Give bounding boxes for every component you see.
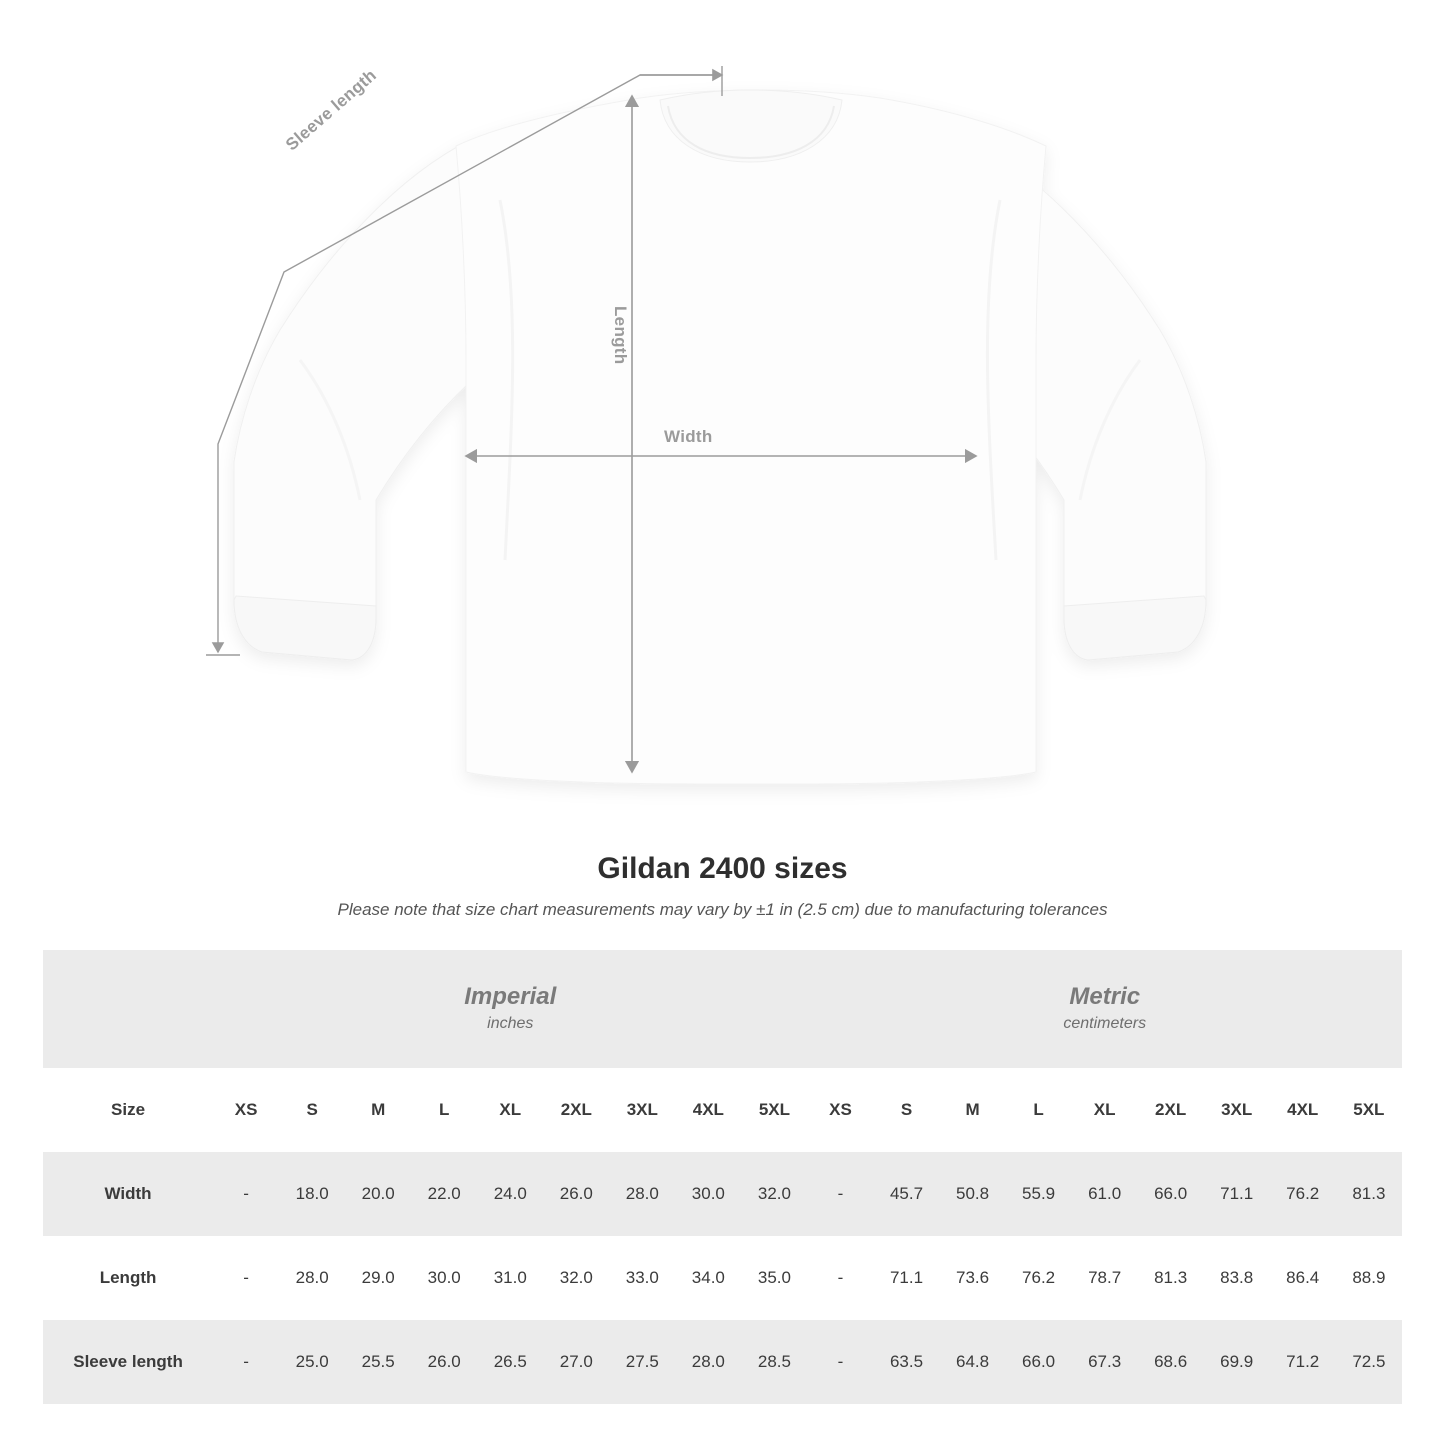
size-header-cell: 4XL [1270,1068,1336,1152]
cell-length: 34.0 [675,1236,741,1320]
tolerance-note: Please note that size chart measurements may vary by ±1 in (2.5 cm) due to manufacturing tolerances [337,900,1108,919]
cell-sleeve: 67.3 [1072,1320,1138,1404]
cell-sleeve: 26.0 [411,1320,477,1404]
size-header-cell: 3XL [1204,1068,1270,1152]
size-table-wrapper [0,950,1445,1404]
cell-width: 22.0 [411,1152,477,1236]
cell-sleeve: 27.5 [609,1320,675,1404]
cell-sleeve: 27.0 [543,1320,609,1404]
cell-width: 66.0 [1138,1152,1204,1236]
cell-length: 86.4 [1270,1236,1336,1320]
size-header-label: Size [43,1068,213,1152]
size-header-cell: 3XL [609,1068,675,1152]
cell-width: 32.0 [741,1152,807,1236]
length-measure-label: Length [611,306,630,365]
size-header-cell: 5XL [741,1068,807,1152]
cell-length: 28.0 [279,1236,345,1320]
size-header-cell: XL [477,1068,543,1152]
cell-sleeve: 69.9 [1204,1320,1270,1404]
cell-width: 76.2 [1270,1152,1336,1236]
cell-width: 45.7 [874,1152,940,1236]
cell-width: 61.0 [1072,1152,1138,1236]
cell-sleeve: 68.6 [1138,1320,1204,1404]
row-label-width: Width [43,1152,213,1236]
cell-length: 32.0 [543,1236,609,1320]
row-label-sleeve-length: Sleeve length [43,1320,213,1404]
unit-header-row [43,950,1402,1068]
table-row-length [43,1236,1402,1320]
cell-sleeve: 71.2 [1270,1320,1336,1404]
cell-width: 24.0 [477,1152,543,1236]
size-header-cell: XS [807,1068,873,1152]
cell-width: 18.0 [279,1152,345,1236]
title-block [0,852,1445,920]
cell-length: 30.0 [411,1236,477,1320]
cell-width: 55.9 [1006,1152,1072,1236]
cell-sleeve: 72.5 [1336,1320,1402,1404]
cell-width: 50.8 [940,1152,1006,1236]
cell-width: - [213,1152,279,1236]
cell-length: 76.2 [1006,1236,1072,1320]
size-header-cell: XL [1072,1068,1138,1152]
cell-length: 31.0 [477,1236,543,1320]
unit-name-metric: Metric [1069,983,1141,1010]
cell-sleeve: 25.5 [345,1320,411,1404]
unit-name-imperial: Imperial [464,983,557,1010]
size-header-cell: L [1006,1068,1072,1152]
cell-length: 83.8 [1204,1236,1270,1320]
cell-sleeve: 26.5 [477,1320,543,1404]
sleeve-length-measure-label: Sleeve length [282,65,381,155]
cell-length: 29.0 [345,1236,411,1320]
unit-header-spacer [43,950,213,1068]
size-header-row [43,1068,1402,1152]
cell-length: 78.7 [1072,1236,1138,1320]
unit-header-imperial [213,950,807,1068]
size-header-cell: 5XL [1336,1068,1402,1152]
size-table [43,950,1402,1404]
size-header-cell: 2XL [1138,1068,1204,1152]
row-label-length: Length [43,1236,213,1320]
cell-width: 81.3 [1336,1152,1402,1236]
shirt-shape [234,90,1206,784]
width-measure-label: Width [664,427,713,446]
cell-length: - [213,1236,279,1320]
size-header-cell: L [411,1068,477,1152]
cell-width: 20.0 [345,1152,411,1236]
table-row-sleeve-length [43,1320,1402,1404]
cell-sleeve: 63.5 [874,1320,940,1404]
unit-sub-metric: centimeters [1063,1015,1147,1032]
cell-length: - [807,1236,873,1320]
size-header-cell: S [279,1068,345,1152]
cell-width: 26.0 [543,1152,609,1236]
cell-sleeve: - [807,1320,873,1404]
table-row-width [43,1152,1402,1236]
cell-width: 28.0 [609,1152,675,1236]
cell-sleeve: 28.5 [741,1320,807,1404]
cell-width: - [807,1152,873,1236]
cell-length: 33.0 [609,1236,675,1320]
cell-sleeve: 28.0 [675,1320,741,1404]
page-title: Gildan 2400 sizes [597,852,848,885]
cell-sleeve: 25.0 [279,1320,345,1404]
size-header-cell: M [940,1068,1006,1152]
cell-length: 71.1 [874,1236,940,1320]
cell-sleeve: - [213,1320,279,1404]
cell-width: 71.1 [1204,1152,1270,1236]
unit-header-metric [807,950,1402,1068]
size-header-cell: M [345,1068,411,1152]
cell-length: 35.0 [741,1236,807,1320]
cell-length: 81.3 [1138,1236,1204,1320]
size-header-cell: 2XL [543,1068,609,1152]
cell-sleeve: 64.8 [940,1320,1006,1404]
size-header-cell: 4XL [675,1068,741,1152]
size-header-cell: XS [213,1068,279,1152]
cell-length: 73.6 [940,1236,1006,1320]
size-header-cell: S [874,1068,940,1152]
cell-length: 88.9 [1336,1236,1402,1320]
cell-width: 30.0 [675,1152,741,1236]
cell-sleeve: 66.0 [1006,1320,1072,1404]
unit-sub-imperial: inches [487,1015,534,1032]
